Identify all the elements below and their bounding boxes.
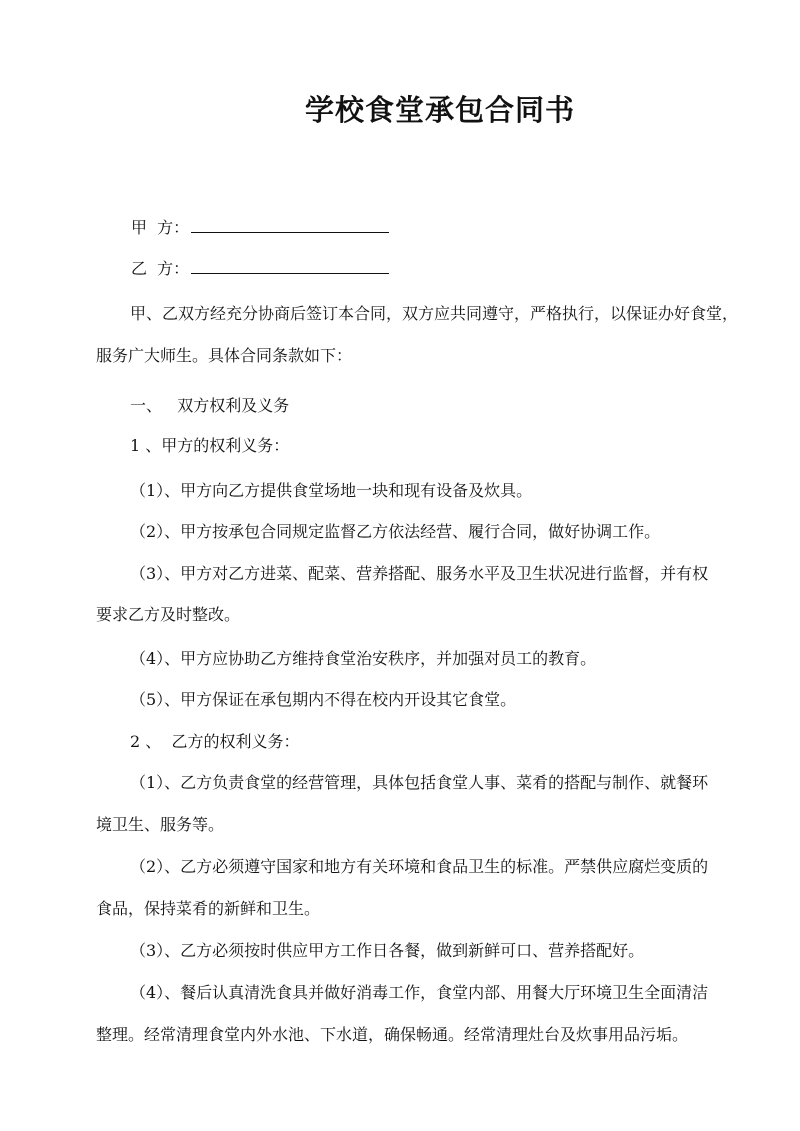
section-1-heading: 一、 双方权利及义务 [130, 396, 290, 415]
party-b-duties-heading: 2 、 乙方的权利义务： [130, 732, 300, 751]
clause-a3-line-1: （3）、甲方对乙方进菜、配菜、营养搭配、服务水平及卫生状况进行监督，并有权 [130, 564, 709, 583]
party-a-line [131, 216, 389, 239]
clause-b1-line-2: 境卫生、服务等。 [96, 815, 225, 834]
party-b-line [131, 257, 389, 280]
clause-b3: （3）、乙方必须按时供应甲方工作日各餐，做到新鲜可口、营养搭配好。 [130, 941, 645, 960]
party-a-blank [191, 216, 389, 233]
clause-a5: （5）、甲方保证在承包期内不得在校内开设其它食堂。 [130, 690, 517, 709]
clause-b4-line-1: （4）、餐后认真清洗食具并做好消毒工作，食堂内部、用餐大厅环境卫生全面清洁 [130, 983, 709, 1002]
party-a-label: 甲 方： [131, 218, 190, 237]
clause-a3-line-2: 要求乙方及时整改。 [96, 605, 241, 624]
clause-b4-line-2: 整理。经常清理食堂内外水池、下水道，确保畅通。经常清理灶台及炊事用品污垢。 [96, 1025, 689, 1044]
intro-paragraph-line-1: 甲、乙双方经充分协商后签订本合同，双方应共同遵守，严格执行，以保证办好食堂， [130, 304, 739, 323]
party-a-duties-heading: 1 、甲方的权利义务： [130, 436, 290, 455]
party-b-label: 乙 方： [131, 259, 190, 278]
clause-b2-line-1: （2）、乙方必须遵守国家和地方有关环境和食品卫生的标准。严禁供应腐烂变质的 [130, 857, 709, 876]
party-b-blank [191, 257, 389, 274]
clause-a2: （2）、甲方按承包合同规定监督乙方依法经营、履行合同，做好协调工作。 [130, 522, 661, 541]
clause-b1-line-1: （1）、乙方负责食堂的经营管理，具体包括食堂人事、菜肴的搭配与制作、就餐环 [130, 773, 709, 792]
clause-a1: （1）、甲方向乙方提供食堂场地一块和现有设备及炊具。 [130, 481, 533, 500]
clause-a4: （4）、甲方应协助乙方维持食堂治安秩序，并加强对员工的教育。 [130, 649, 597, 668]
document-title: 学校食堂承包合同书 [304, 93, 575, 127]
intro-paragraph-line-2: 服务广大师生。具体合同条款如下： [96, 346, 353, 365]
clause-b2-line-2: 食品，保持菜肴的新鲜和卫生。 [96, 899, 321, 918]
